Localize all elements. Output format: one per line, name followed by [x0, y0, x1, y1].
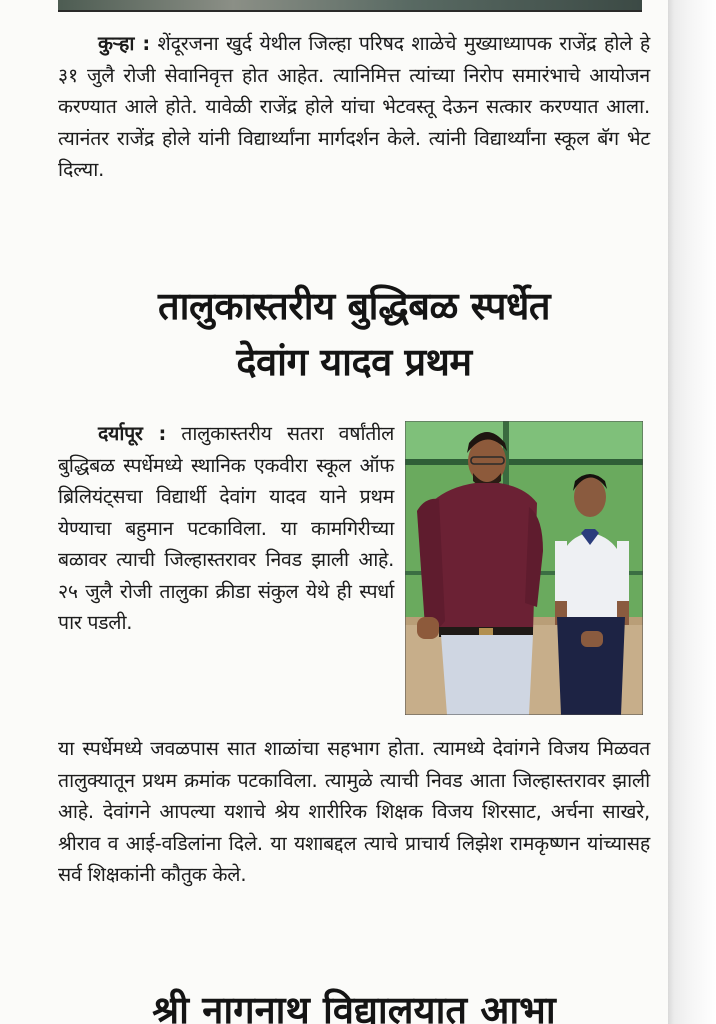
article2-headline	[58, 278, 650, 390]
article2-body-beside-photo	[58, 418, 394, 639]
page-gutter	[668, 0, 716, 1024]
article2-text-full-width: या स्पर्धेमध्ये जवळपास सात शाळांचा सहभाग होता. त्यामध्ये देवांगने विजय मिळवत तालुक्यातून प्रथम क्रमांक पटकाविला. त्यामुळे त्याची निवड आता जिल्हास्तरावर झाली आहे. देवांगने आपल्या यशाचे श्रेय शारीरिक शिक्षक विजय शिरसाट, अर्चना साखरे, श्रीराव व आई-वडिलांना दिले. या यशाबद्दल त्याचे प्राचार्य लिझेश रामकृष्णन यांच्यासह सर्व शिक्षकांनी कौतुक केले.	[58, 737, 650, 886]
article2-dateline: दर्यापूर :	[98, 422, 166, 445]
article1-dateline: कुऱ्हा :	[98, 32, 150, 55]
article2-headline-line2: देवांग यादव प्रथम	[236, 340, 472, 384]
article2-body-full-width	[58, 733, 650, 891]
article2-headline-line1: तालुकास्तरीय बुद्धिबळ स्पर्धेत	[158, 284, 550, 328]
article3-headline: श्री नागनाथ विद्यालयात आभा	[152, 988, 556, 1024]
photo-teacher-and-student	[405, 421, 643, 715]
article2-text-beside-photo: तालुकास्तरीय सतरा वर्षांतील बुद्धिबळ स्पर्धेमध्ये स्थानिक एकवीरा स्कूल ऑफ ब्रिलियंट्सचा विद्यार्थी देवांग यादव याने प्रथम येण्याचा बहुमान पटकाविला. या कामगिरीच्या बळावर त्याची जिल्हास्तरावर निवड झाली आहे. २५ जुलै रोजी तालुका क्रीडा संकुल येथे ही स्पर्धा पार पडली.	[58, 422, 395, 634]
article1-text: शेंदूरजना खुर्द येथील जिल्हा परिषद शाळेचे मुख्याध्यापक राजेंद्र होले हे ३१ जुलै रोजी सेवानिवृत्त होत आहेत. त्यानिमित्त त्यांच्या निरोप समारंभाचे आयोजन करण्यात आले होते. यावेळी राजेंद्र होले यांचा भेटवस्तू देऊन सत्कार करण्यात आला. त्यानंतर राजेंद्र होले यांनी विद्यार्थ्यांना मार्गदर्शन केले. त्यांनी विद्यार्थ्यांना स्कूल बॅग भेट दिल्या.	[58, 32, 650, 181]
previous-photo-edge	[58, 0, 642, 12]
article2-photo	[405, 421, 643, 715]
article1-body	[58, 28, 650, 186]
